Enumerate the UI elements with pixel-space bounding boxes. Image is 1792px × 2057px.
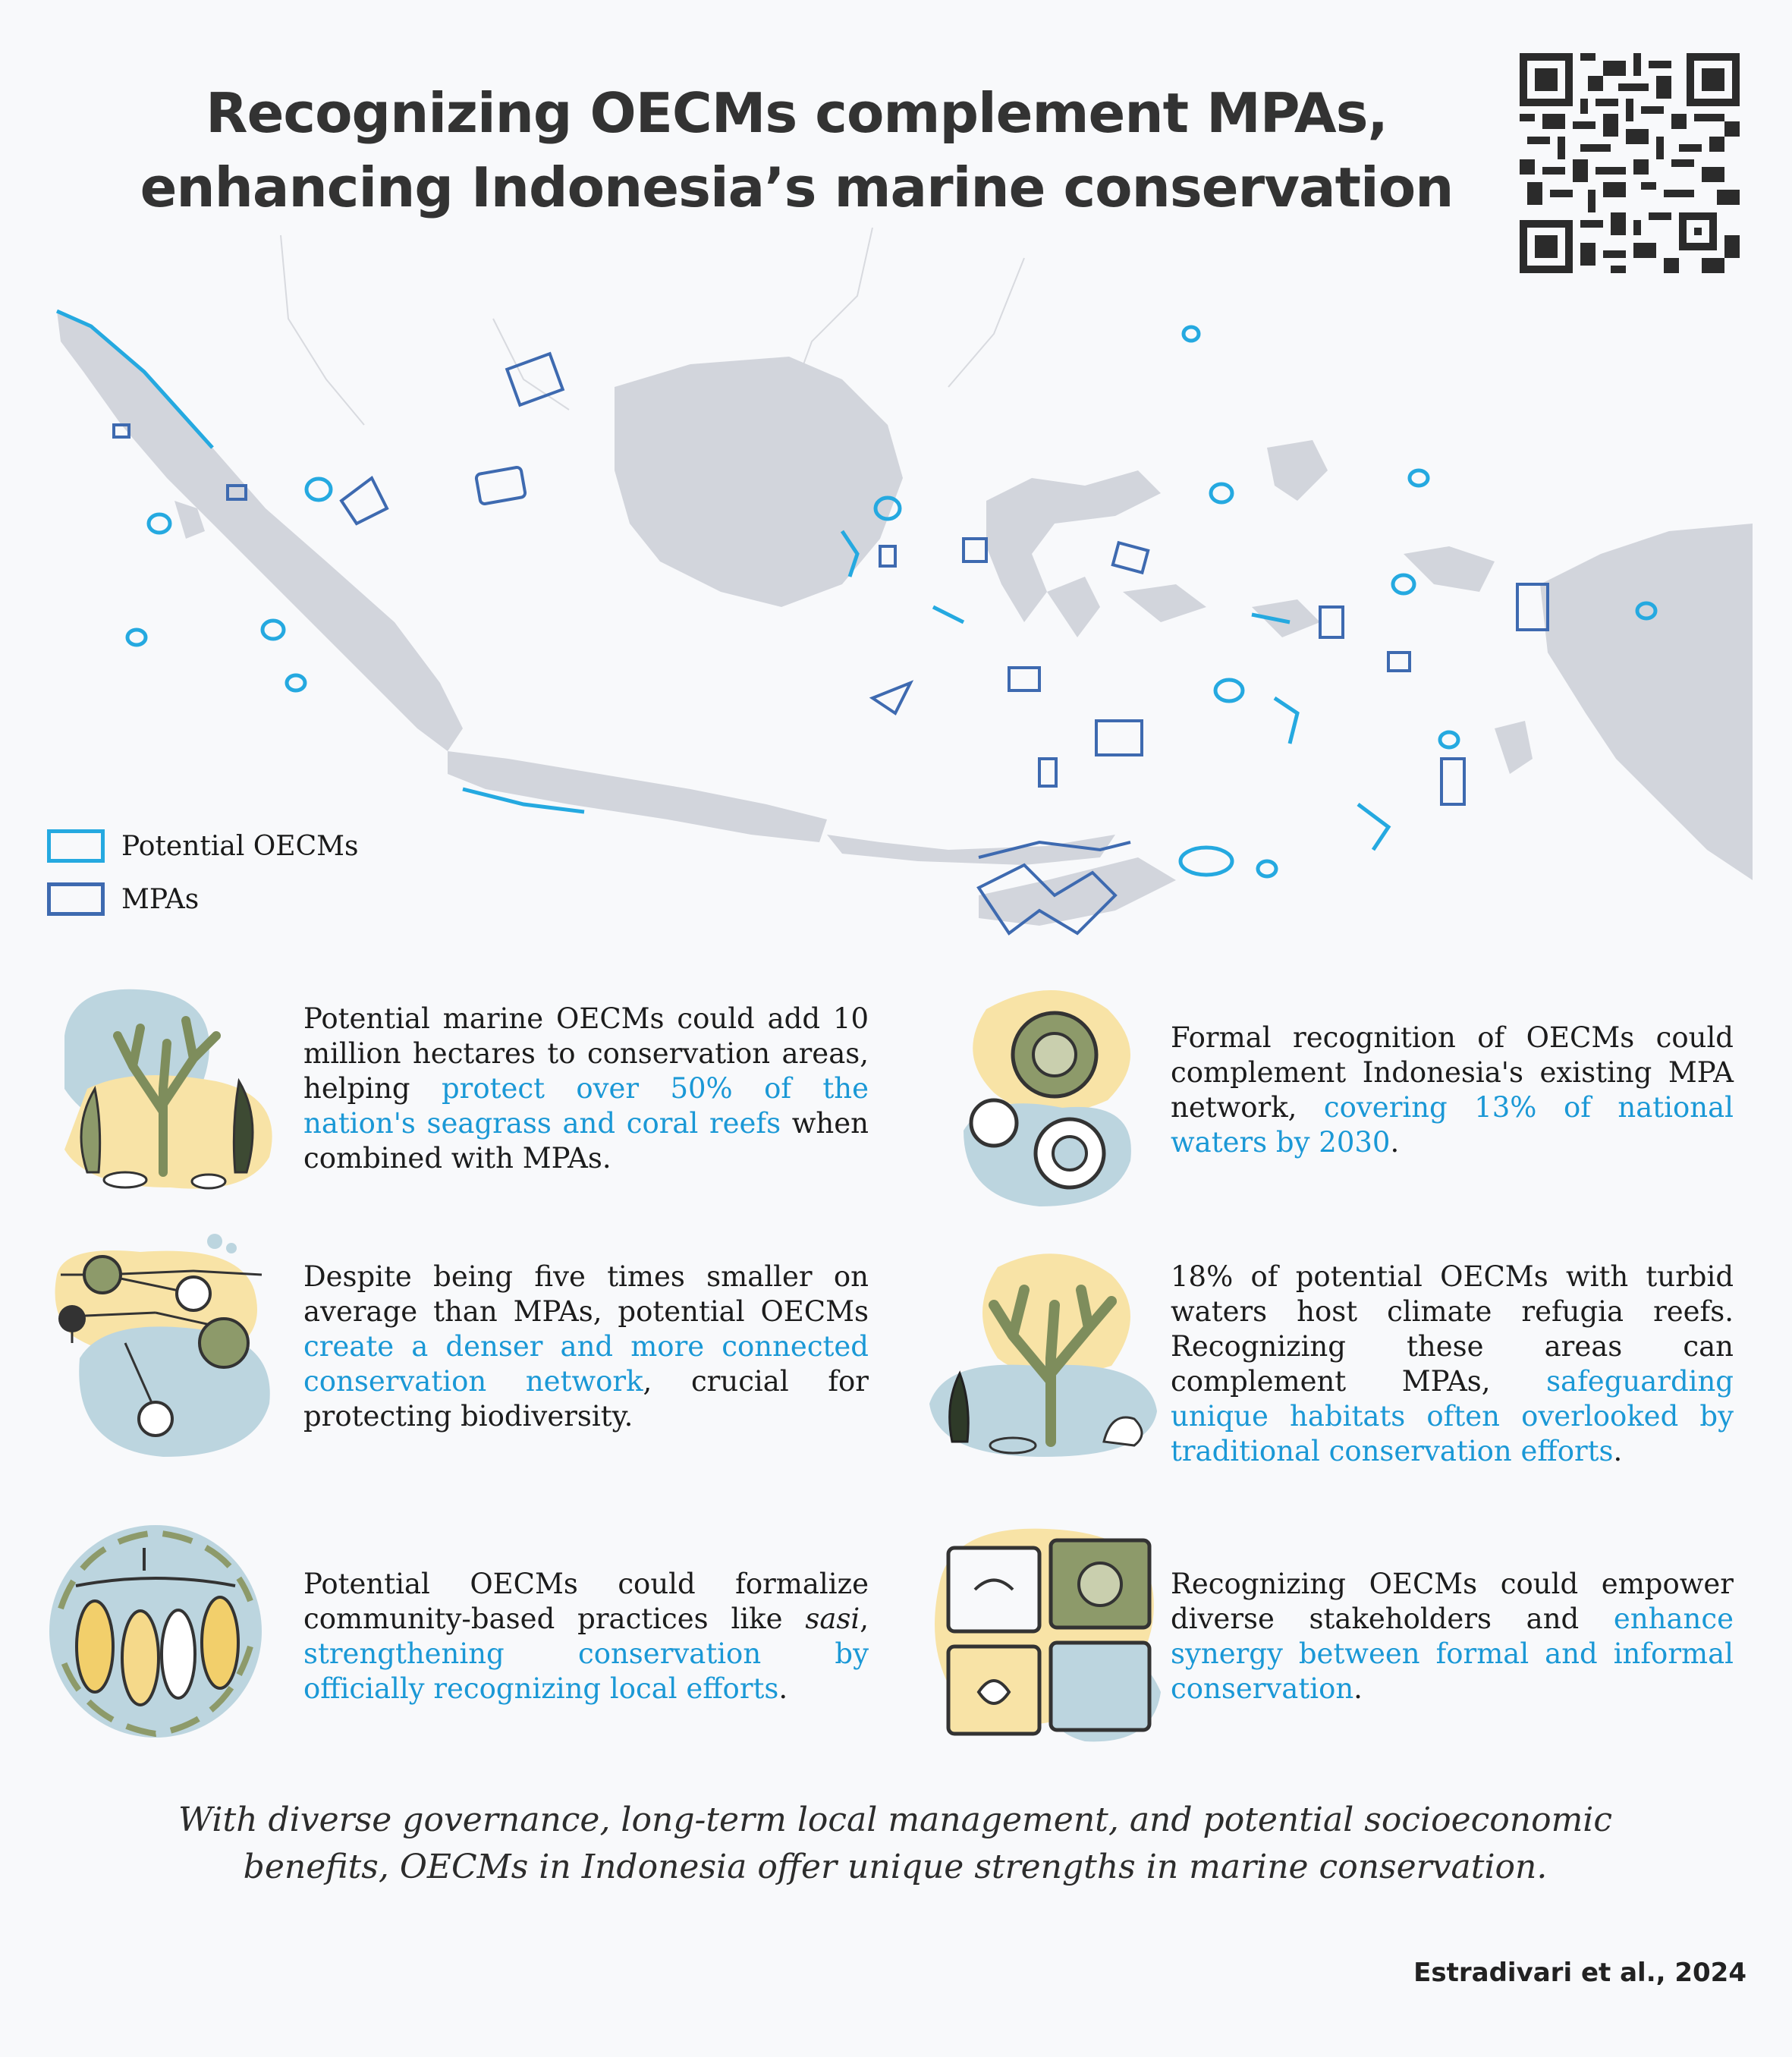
- fish-catch-icon: [30, 1518, 281, 1745]
- title-line-1: Recognizing OECMs complement MPAs,: [206, 81, 1388, 145]
- card-text: [303, 1002, 869, 1176]
- card-text: [303, 1567, 869, 1706]
- puzzle-icon: [926, 1518, 1176, 1745]
- card-text-part: .: [1353, 1672, 1363, 1705]
- card-text-emphasis: sasi: [805, 1603, 860, 1635]
- card-text-part: .: [1390, 1126, 1400, 1159]
- card-text-part: ,: [860, 1603, 869, 1635]
- gears-icon: [941, 979, 1191, 1206]
- card-text: [1171, 1260, 1734, 1469]
- card-text-part: .: [1613, 1435, 1623, 1467]
- card-highlight: safeguarding unique habitats often overlooked by traditional conservation efforts: [1171, 1365, 1734, 1467]
- card-text-part: Formal recognition of OECMs could complement Indonesia's existing MPA network,: [1171, 1021, 1734, 1124]
- card-text-part: Recognizing OECMs could empower diverse stakeholders and: [1171, 1568, 1734, 1635]
- page-title: [114, 76, 1479, 225]
- card-highlight: protect over 50% of the nation's seagrass and coral reefs: [303, 1072, 869, 1140]
- card-text-part: when combined with MPAs.: [303, 1107, 869, 1175]
- card-text: [1171, 1021, 1734, 1160]
- legend-label: Potential OECMs: [121, 830, 359, 862]
- card-highlight: enhance synergy between formal and informal conservation: [1171, 1603, 1734, 1705]
- card-highlight: create a denser and more connected conservation network: [303, 1330, 869, 1398]
- legend-label: MPAs: [121, 883, 200, 915]
- reef-refugia-icon: [922, 1237, 1172, 1464]
- legend-item-potential-oecms: [47, 819, 358, 873]
- map-legend: [47, 819, 358, 926]
- legend-swatch-mpas: [47, 882, 105, 916]
- card-highlight: strengthening conservation by officially recognizing local efforts: [303, 1637, 869, 1705]
- footer-line-1: With diverse governance, long-term local management, and potential socioeconomic: [178, 1801, 1613, 1839]
- card-text: [1171, 1567, 1734, 1706]
- card-highlight: covering 13% of national waters by 2030: [1171, 1091, 1734, 1159]
- card-text: [303, 1260, 869, 1434]
- card-text-part: Potential marine OECMs could add 10 million hectares to conservation areas, helping: [303, 1002, 869, 1105]
- citation: Estradivari et al., 2024: [1413, 1958, 1746, 1988]
- legend-swatch-oecms: [47, 829, 105, 863]
- connected-network-icon: [42, 1229, 292, 1457]
- legend-item-mpas: [47, 873, 358, 926]
- card-text-part: , crucial for protecting biodiversity.: [303, 1365, 869, 1433]
- footer-line-2: benefits, OECMs in Indonesia offer unique strengths in marine conservation.: [243, 1848, 1548, 1886]
- card-text-part: 18% of potential OECMs with turbid waters host climate refugia reefs. Recognizing these areas can complement MPAs,: [1171, 1260, 1734, 1398]
- card-text-part: Despite being five times smaller on average than MPAs, potential OECMs: [303, 1260, 869, 1328]
- footer-summary: [137, 1797, 1654, 1891]
- card-text-part: .: [778, 1672, 788, 1705]
- card-text-part: Potential OECMs could formalize community-based practices like: [303, 1568, 869, 1635]
- coral-seagrass-icon: [42, 975, 292, 1203]
- title-line-2: enhancing Indonesia’s marine conservation: [140, 156, 1454, 219]
